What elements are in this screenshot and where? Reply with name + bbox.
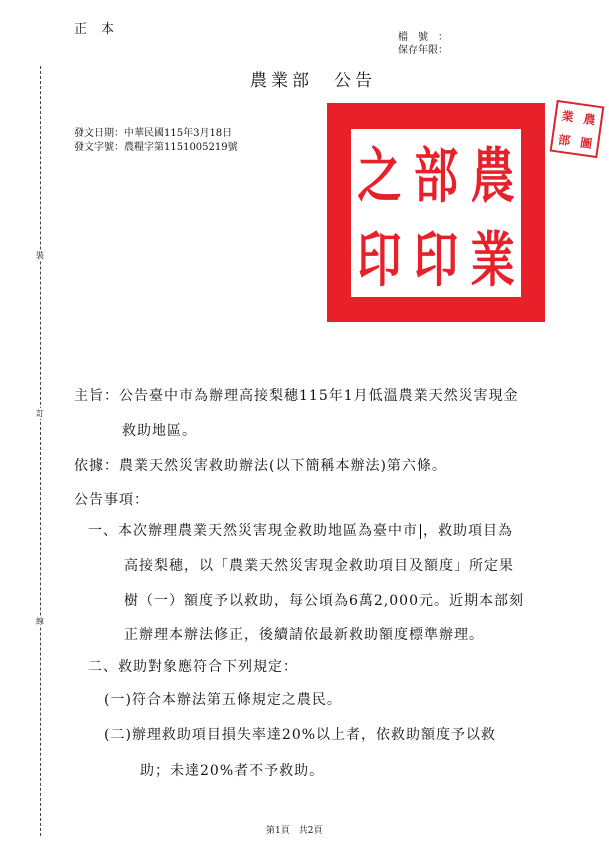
- subject-line: 救助地區。: [122, 423, 197, 439]
- subject-line: 主旨：公告臺中市為辦理高接梨穗115年1月低溫農業天然災害現金: [74, 388, 519, 404]
- seal-char: 之: [357, 142, 402, 212]
- sub-item-line: (一)符合本辦法第五條規定之農民。: [104, 692, 342, 708]
- item-line: 高接梨穗，以「農業天然災害現金救助項目及額度」所定果: [124, 558, 514, 574]
- page-footer: 第1頁 共2頁: [266, 826, 323, 836]
- seal-char: 印: [413, 226, 458, 296]
- item-line: 樹（一）額度予以救助，每公頃為6萬2,000元。近期本部刻: [124, 593, 524, 609]
- issue-date: 發文日期：中華民國115年3月18日: [74, 128, 233, 139]
- page-title: 農業部 公告: [250, 71, 376, 91]
- stamp-char: 部: [557, 132, 572, 148]
- issue-number: 發文字號：農糧字第1151005219號: [74, 142, 238, 153]
- binding-char: 訂: [36, 409, 44, 418]
- binding-char: 裝: [36, 251, 44, 260]
- stamp-char: 業: [560, 108, 575, 124]
- binding-char: 線: [36, 617, 44, 626]
- item-text: ，救助項目為: [423, 523, 513, 539]
- stamp-char: 圖: [579, 135, 594, 151]
- seal-char: 印: [357, 226, 402, 296]
- sub-item-line: 助；未達20%者不予救助。: [140, 763, 325, 779]
- item-text: 一、本次辦理農業天然災害現金救助地區為臺中市: [88, 523, 418, 539]
- notice-heading: 公告事項：: [74, 492, 149, 508]
- small-stamp: [550, 100, 605, 158]
- official-seal: [327, 103, 545, 322]
- stamp-char: 農: [582, 111, 597, 127]
- binding-line: [40, 66, 41, 836]
- item-line: 正辦理本辦法修正，後續請依最新救助額度標準辦理。: [124, 627, 484, 643]
- seal-char: 部: [413, 142, 458, 212]
- sub-item-line: (二)辦理救助項目損失率達20%以上者，依救助額度予以救: [104, 727, 497, 743]
- item-line: [88, 520, 513, 540]
- seal-char: 業: [470, 226, 515, 296]
- retention-label: 保存年限：: [398, 45, 448, 56]
- basis-line: 依據：農業天然災害救助辦法(以下簡稱本辦法)第六條。: [74, 458, 447, 474]
- text-cursor: [420, 524, 421, 539]
- file-number-label: 檔號：: [398, 32, 448, 43]
- seal-char: 農: [470, 142, 515, 212]
- item-line: 二、救助對象應符合下列規定：: [88, 659, 298, 675]
- copy-label: 正本: [74, 22, 129, 37]
